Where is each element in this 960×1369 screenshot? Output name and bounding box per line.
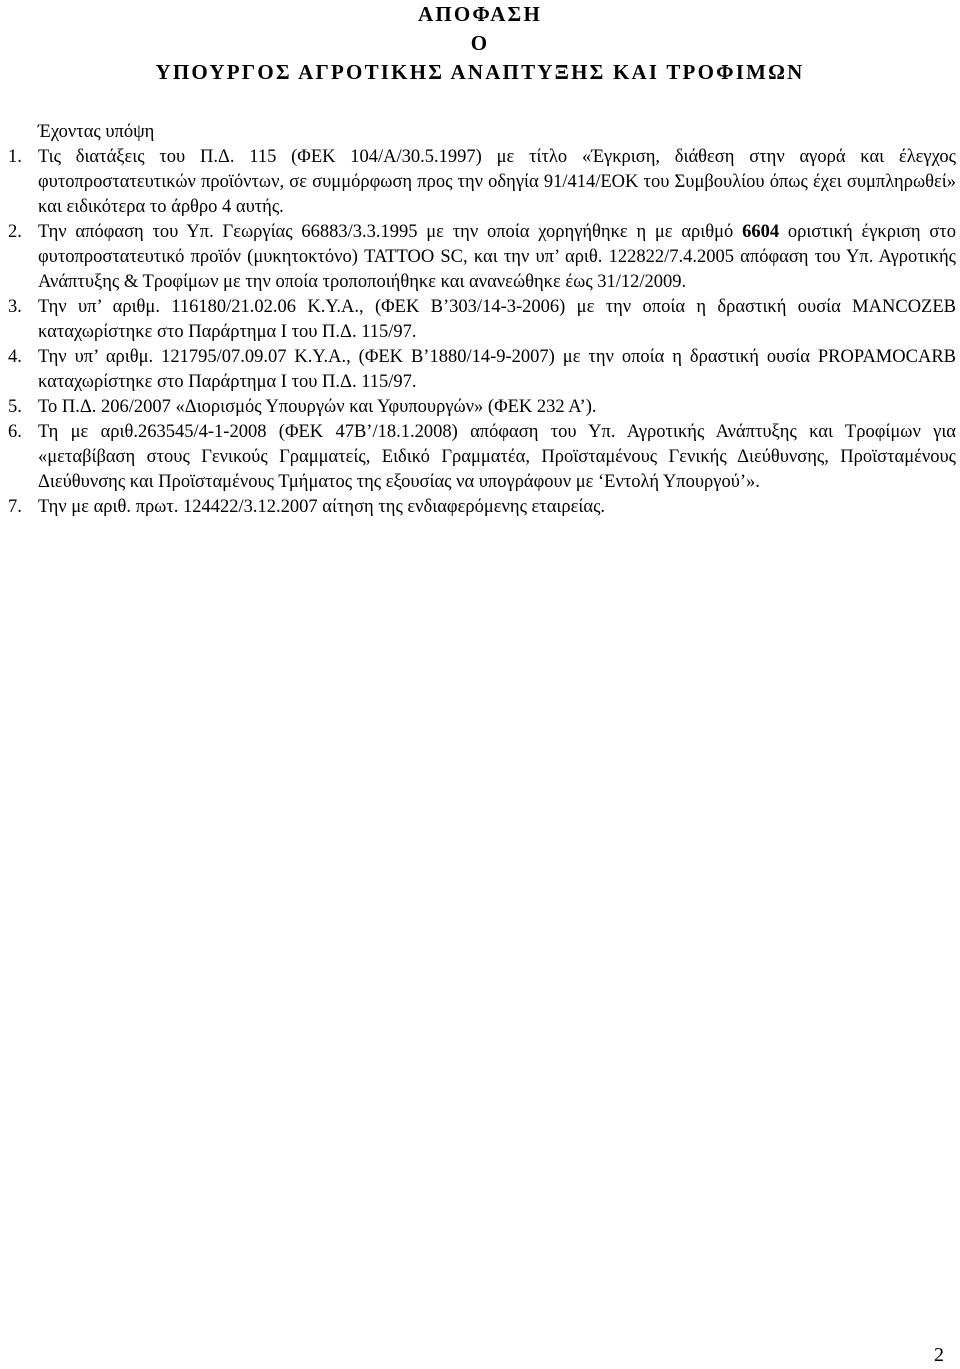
item-number: 6. [8,422,22,442]
page-number: 2 [934,1344,944,1366]
list-item [8,420,956,495]
list-item [8,395,956,420]
item-number: 5. [8,397,22,417]
item-text: Το Π.Δ. 206/2007 «Διορισμός Υπουργών και Υφυπουργών» (ΦΕΚ 232 Α’). [38,397,597,417]
item-text [38,222,956,292]
item-number: 3. [8,297,22,317]
item-number: 2. [8,222,22,242]
item-text: Τις διατάξεις του Π.Δ. 115 (ΦΕΚ 104/Α/30.5.1997) με τίτλο «Έγκριση, διάθεση στην αγορά και έλεγχος φυτοπροστατευτικών προϊόντων, σε συμμόρφωση προς την οδηγία 91/414/ΕΟΚ του Συμβουλίου όπως έχει συμπληρωθεί» και ειδικότερα το άρθρο 4 αυτής. [38,147,956,217]
intro-text: Έχοντας υπόψη [38,122,155,142]
item-text-after: οριστική έγκριση στο φυτοπροστατευτικό προϊόν (μυκητοκτόνο) TATTOO SC, και την υπ’ αριθ. 122822/7.4.2005 απόφαση του Υπ. Αγροτικής Ανάπτυξης & Τροφίμων με την οποία τροποποιήθηκε και ανανεώθηκε έως 31/12/2009. [38,222,956,292]
item-number: 4. [8,347,22,367]
item-text-before: Την απόφαση του Υπ. Γεωργίας 66883/3.3.1995 με την οποία χορηγήθηκε η με αριθμό [38,222,743,242]
list-item [8,345,956,395]
item-text: Την με αριθ. πρωτ. 124422/3.12.2007 αίτηση της ενδιαφερόμενης εταιρείας. [38,497,606,517]
item-text: Τη με αριθ.263545/4-1-2008 (ΦΕΚ 47Β’/18.1.2008) απόφαση του Υπ. Αγροτικής Ανάπτυξης και Τροφίμων για «μεταβίβαση στους Γενικούς Γραμματείς, Ειδικό Γραμματέα, Προϊσταμένους Γενικής Διεύθυνσης, Προϊσταμένους Διεύθυνσης και Προϊσταμένους Τμήματος της εξουσίας να υπογράφουν με ‘Εντολή Υπουργού’». [38,422,956,492]
title-article: Ο [470,31,490,55]
list-item [8,495,956,520]
list-item [8,145,956,220]
item-number: 1. [8,147,22,167]
list-item [8,220,956,295]
decision-title: ΑΠΟΦΑΣΗ [417,2,543,26]
item-text: Την υπ’ αριθμ. 116180/21.02.06 Κ.Υ.Α., (ΦΕΚ Β’303/14-3-2006) με την οποία η δραστική ουσία MANCOZEB καταχωρίστηκε στο Παράρτημα Ι του Π.Δ. 115/97. [38,297,956,342]
ministry-title: ΥΠΟΥΡΓΟΣ ΑΓΡΟΤΙΚΗΣ ΑΝΑΠΤΥΞΗΣ ΚΑΙ ΤΡΟΦΙΜΩΝ [155,60,805,84]
approval-number: 6604 [742,222,780,242]
item-text: Την υπ’ αριθμ. 121795/07.09.07 Κ.Υ.Α., (ΦΕΚ Β’1880/14-9-2007) με την οποία η δραστική ουσία PROPAMOCARB καταχωρίστηκε στο Παράρτημα Ι του Π.Δ. 115/97. [38,347,956,392]
list-item [8,295,956,345]
document-body [8,120,956,520]
item-number: 7. [8,497,22,517]
